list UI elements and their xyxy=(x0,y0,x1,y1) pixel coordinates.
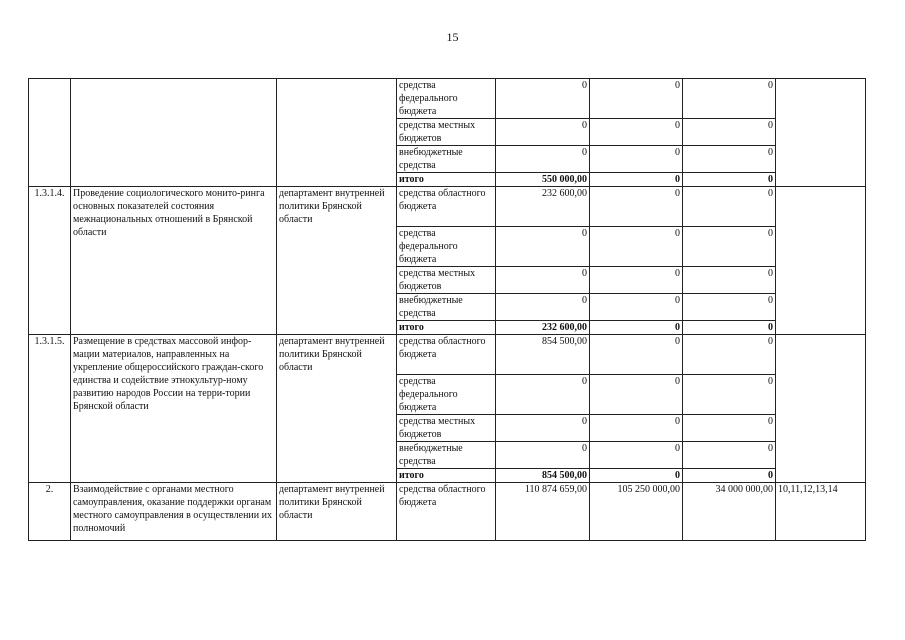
value-cell: 0 xyxy=(590,267,683,294)
value-cell: 0 xyxy=(683,227,776,267)
source-cell: итого xyxy=(397,173,496,187)
value-cell: 854 500,00 xyxy=(496,335,590,375)
table-row xyxy=(29,79,866,119)
value-cell: 0 xyxy=(590,227,683,267)
value-cell: 0 xyxy=(590,173,683,187)
title-cell xyxy=(71,79,277,187)
value-cell: 0 xyxy=(590,187,683,227)
value-cell: 232 600,00 xyxy=(496,187,590,227)
value-cell: 0 xyxy=(496,146,590,173)
source-cell: средства местных бюджетов xyxy=(397,119,496,146)
executor-cell: департамент внутренней политики Брянской области xyxy=(277,483,397,541)
source-cell: средства областного бюджета xyxy=(397,335,496,375)
value-cell: 0 xyxy=(590,146,683,173)
value-cell: 0 xyxy=(683,335,776,375)
value-cell: 550 000,00 xyxy=(496,173,590,187)
source-cell: средства федерального бюджета xyxy=(397,227,496,267)
value-cell: 0 xyxy=(683,442,776,469)
value-cell: 0 xyxy=(496,294,590,321)
value-cell: 0 xyxy=(496,442,590,469)
value-cell: 0 xyxy=(683,79,776,119)
number-cell: 1.3.1.4. xyxy=(29,187,71,335)
source-cell: средства местных бюджетов xyxy=(397,267,496,294)
value-cell: 0 xyxy=(683,321,776,335)
executor-cell: департамент внутренней политики Брянской области xyxy=(277,187,397,335)
executor-cell: департамент внутренней политики Брянской области xyxy=(277,335,397,483)
source-cell: итого xyxy=(397,469,496,483)
value-cell: 0 xyxy=(683,294,776,321)
title-cell: Проведение социологического монито-ринга основных показателей состояния межнациональных отношений в Брянской области xyxy=(71,187,277,335)
value-cell: 0 xyxy=(683,375,776,415)
value-cell: 0 xyxy=(496,227,590,267)
source-cell: средства федерального бюджета xyxy=(397,79,496,119)
value-cell: 0 xyxy=(590,335,683,375)
title-cell: Размещение в средствах массовой инфор-мации материалов, направленных на укрепление общероссийского граждан-ского единства и содействие этнокультур-ному развитию народов России на терри-тории Брянской области xyxy=(71,335,277,483)
value-cell: 0 xyxy=(590,375,683,415)
value-cell: 0 xyxy=(496,79,590,119)
value-cell: 0 xyxy=(496,267,590,294)
source-cell: средства областного бюджета xyxy=(397,187,496,227)
value-cell: 0 xyxy=(496,415,590,442)
value-cell: 34 000 000,00 xyxy=(683,483,776,541)
value-cell: 0 xyxy=(683,173,776,187)
table-row xyxy=(29,483,866,541)
value-cell: 0 xyxy=(683,187,776,227)
table-row xyxy=(29,187,866,227)
value-cell: 0 xyxy=(590,469,683,483)
funding-table xyxy=(28,78,866,541)
value-cell: 0 xyxy=(683,469,776,483)
number-cell: 2. xyxy=(29,483,71,541)
title-cell: Взаимодействие с органами местного самоуправления, оказание поддержки органам местного самоуправления в осуществлении их полномочий xyxy=(71,483,277,541)
table-row xyxy=(29,335,866,375)
source-cell: внебюджетные средства xyxy=(397,442,496,469)
value-cell: 0 xyxy=(590,415,683,442)
source-cell: итого xyxy=(397,321,496,335)
source-cell: средства федерального бюджета xyxy=(397,375,496,415)
value-cell: 0 xyxy=(683,146,776,173)
value-cell: 232 600,00 xyxy=(496,321,590,335)
value-cell: 0 xyxy=(590,321,683,335)
value-cell: 0 xyxy=(496,375,590,415)
value-cell: 110 874 659,00 xyxy=(496,483,590,541)
page-number: 15 xyxy=(446,30,459,44)
value-cell: 0 xyxy=(590,119,683,146)
value-cell: 105 250 000,00 xyxy=(590,483,683,541)
indicator-cell xyxy=(776,187,866,335)
indicator-cell xyxy=(776,335,866,483)
number-cell: 1.3.1.5. xyxy=(29,335,71,483)
value-cell: 854 500,00 xyxy=(496,469,590,483)
value-cell: 0 xyxy=(683,415,776,442)
value-cell: 0 xyxy=(590,442,683,469)
value-cell: 0 xyxy=(590,294,683,321)
indicator-cell xyxy=(776,79,866,187)
number-cell xyxy=(29,79,71,187)
indicator-cell: 10,11,12,13,14 xyxy=(776,483,866,541)
executor-cell xyxy=(277,79,397,187)
source-cell: внебюджетные средства xyxy=(397,146,496,173)
source-cell: средства местных бюджетов xyxy=(397,415,496,442)
value-cell: 0 xyxy=(683,119,776,146)
value-cell: 0 xyxy=(590,79,683,119)
source-cell: внебюджетные средства xyxy=(397,294,496,321)
source-cell: средства областного бюджета xyxy=(397,483,496,541)
value-cell: 0 xyxy=(683,267,776,294)
value-cell: 0 xyxy=(496,119,590,146)
